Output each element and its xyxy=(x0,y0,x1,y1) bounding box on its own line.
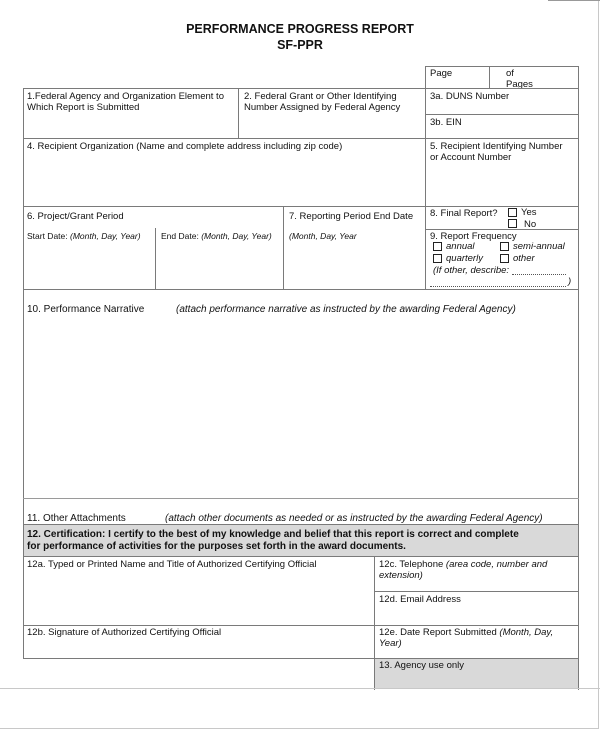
semi-annual-label: semi-annual xyxy=(513,241,565,252)
field-12a-label: 12a. Typed or Printed Name and Title of Authorized Certifying Official xyxy=(27,559,317,570)
other-checkbox[interactable] xyxy=(500,254,509,263)
field-8-label: 8. Final Report? xyxy=(430,208,498,219)
field-6-divider xyxy=(155,228,156,290)
field-3a-label: 3a. DUNS Number xyxy=(430,91,510,102)
page-bottom-separator xyxy=(0,688,600,689)
end-date-label[interactable] xyxy=(161,231,272,242)
certification-line1: 12. Certification: I certify to the best of my knowledge and belief that this report is correct and complete xyxy=(27,529,519,540)
field-5-label-line1: 5. Recipient Identifying Number xyxy=(430,141,563,152)
if-other-line-2[interactable] xyxy=(430,285,566,287)
pages-label: Pages xyxy=(506,79,533,90)
field-12e-text: 12e. Date Report Submitted xyxy=(379,627,497,638)
of-label: of xyxy=(506,68,514,79)
field-9-label: 9. Report Frequency xyxy=(430,231,517,242)
field-4-label: 4. Recipient Organization (Name and complete address including zip code) xyxy=(27,141,343,152)
field-12c-hint-2: extension) xyxy=(379,570,423,581)
page-divider xyxy=(489,66,490,89)
field-12c-hint-1: (area code, number and xyxy=(445,559,548,570)
field-6-label: 6. Project/Grant Period xyxy=(27,211,124,222)
annual-label: annual xyxy=(446,241,475,252)
other-label: other xyxy=(513,253,535,264)
quarterly-checkbox[interactable] xyxy=(433,254,442,263)
field-7-hint: (Month, Day, Year xyxy=(289,231,357,241)
no-label: No xyxy=(524,219,537,230)
yes-label: Yes xyxy=(521,207,537,218)
field-12c-label xyxy=(379,559,547,570)
close-paren: ) xyxy=(568,276,572,287)
field-12e-hint-2: Year) xyxy=(379,638,402,649)
corner-line xyxy=(548,0,600,1)
field-2-label-line1: 2. Federal Grant or Other Identifying xyxy=(244,91,397,102)
final-report-yes-checkbox[interactable] xyxy=(508,208,517,217)
annual-checkbox[interactable] xyxy=(433,242,442,251)
field-12e-label xyxy=(379,627,553,638)
field-7-label: 7. Reporting Period End Date xyxy=(289,211,414,222)
field-12e-hint-1: (Month, Day, xyxy=(499,627,554,638)
field-12b-label: 12b. Signature of Authorized Certifying Official xyxy=(27,627,222,638)
field-2-label-line2: Number Assigned by Federal Agency xyxy=(244,102,401,113)
form-title: PERFORMANCE PROGRESS REPORT xyxy=(186,22,414,36)
semi-annual-checkbox[interactable] xyxy=(500,242,509,251)
field-5-label-line2: or Account Number xyxy=(430,152,512,163)
field-1-label-line1: 1.Federal Agency and Organization Element to xyxy=(27,91,224,102)
field-10-label: 10. Performance Narrative xyxy=(27,304,145,315)
field-13-label: 13. Agency use only xyxy=(379,660,465,671)
end-date-hint: (Month, Day, Year) xyxy=(201,231,272,241)
start-date-label[interactable] xyxy=(27,231,141,242)
form-subtitle: SF-PPR xyxy=(277,38,323,52)
certification-line2: for performance of activities for the purposes set forth in the award documents. xyxy=(27,541,406,552)
page-label: Page xyxy=(430,68,453,79)
field-12c-text: 12c. Telephone xyxy=(379,559,444,570)
end-date-text: End Date: xyxy=(161,231,199,241)
field-11-hint: (attach other documents as needed or as instructed by the awarding Federal Agency) xyxy=(165,513,543,524)
if-other-line-1[interactable] xyxy=(512,273,566,275)
start-date-text: Start Date: xyxy=(27,231,68,241)
field-3b-label: 3b. EIN xyxy=(430,117,462,128)
start-date-hint: (Month, Day, Year) xyxy=(70,231,141,241)
field-10-hint: (attach performance narrative as instructed by the awarding Federal Agency) xyxy=(176,304,516,315)
final-report-no-checkbox[interactable] xyxy=(508,219,517,228)
field-1-label-line2: Which Report is Submitted xyxy=(27,102,140,113)
field-12d-label: 12d. Email Address xyxy=(379,594,461,605)
if-other-label: (If other, describe: xyxy=(433,265,510,276)
field-11-label: 11. Other Attachments xyxy=(27,513,126,524)
field-10-box[interactable] xyxy=(23,289,579,525)
quarterly-label: quarterly xyxy=(446,253,483,264)
